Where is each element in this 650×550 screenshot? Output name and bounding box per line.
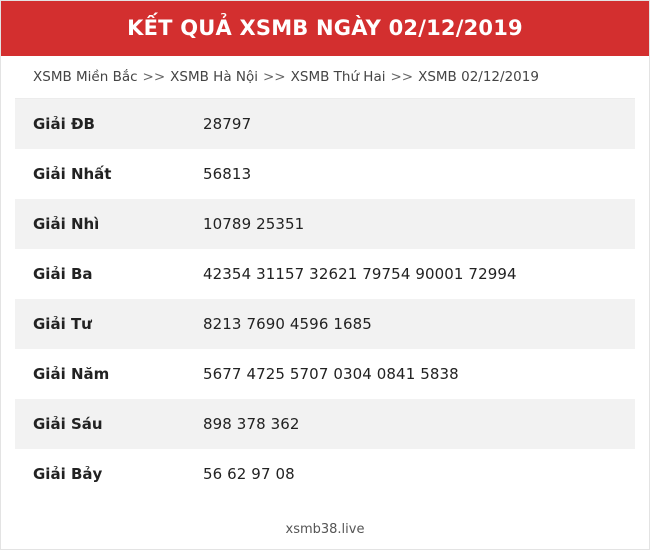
page-title: KẾT QUẢ XSMB NGÀY 02/12/2019 [127,15,523,40]
table-row [15,449,635,499]
breadcrumb [1,56,649,98]
prize-label: Giải Năm [33,365,110,383]
prize-label: Giải ĐB [33,115,95,133]
breadcrumb-item-city[interactable]: XSMB Hà Nội [170,69,258,85]
prize-numbers: 8213 7690 4596 1685 [203,315,372,333]
table-row [15,199,635,249]
prize-numbers: 5677 4725 5707 0304 0841 5838 [203,365,459,383]
breadcrumb-separator: >> [142,69,166,85]
prize-numbers: 28797 [203,115,252,133]
prize-numbers: 56813 [203,165,252,183]
prize-label: Giải Tư [33,315,92,333]
prize-numbers: 898 378 362 [203,415,300,433]
breadcrumb-item-region[interactable]: XSMB Miền Bắc [33,69,138,85]
prize-label: Giải Nhì [33,215,100,233]
breadcrumb-item-date[interactable]: XSMB 02/12/2019 [418,69,539,85]
table-row [15,349,635,399]
table-row [15,149,635,199]
prize-numbers: 10789 25351 [203,215,305,233]
breadcrumb-item-weekday[interactable]: XSMB Thứ Hai [290,69,386,85]
prize-label: Giải Bảy [33,465,103,483]
breadcrumb-separator: >> [263,69,286,85]
table-row [15,249,635,299]
prize-label: Giải Nhất [33,165,112,183]
prize-numbers: 56 62 97 08 [203,465,295,483]
results-table [15,98,635,499]
prize-label: Giải Sáu [33,415,103,433]
prize-label: Giải Ba [33,265,93,283]
table-row [15,299,635,349]
site-footer: xsmb38.live [285,522,365,537]
breadcrumb-separator: >> [390,69,414,85]
table-row [15,99,635,149]
page-header [1,1,649,56]
table-row [15,399,635,449]
prize-numbers: 42354 31157 32621 79754 90001 72994 [203,265,517,283]
